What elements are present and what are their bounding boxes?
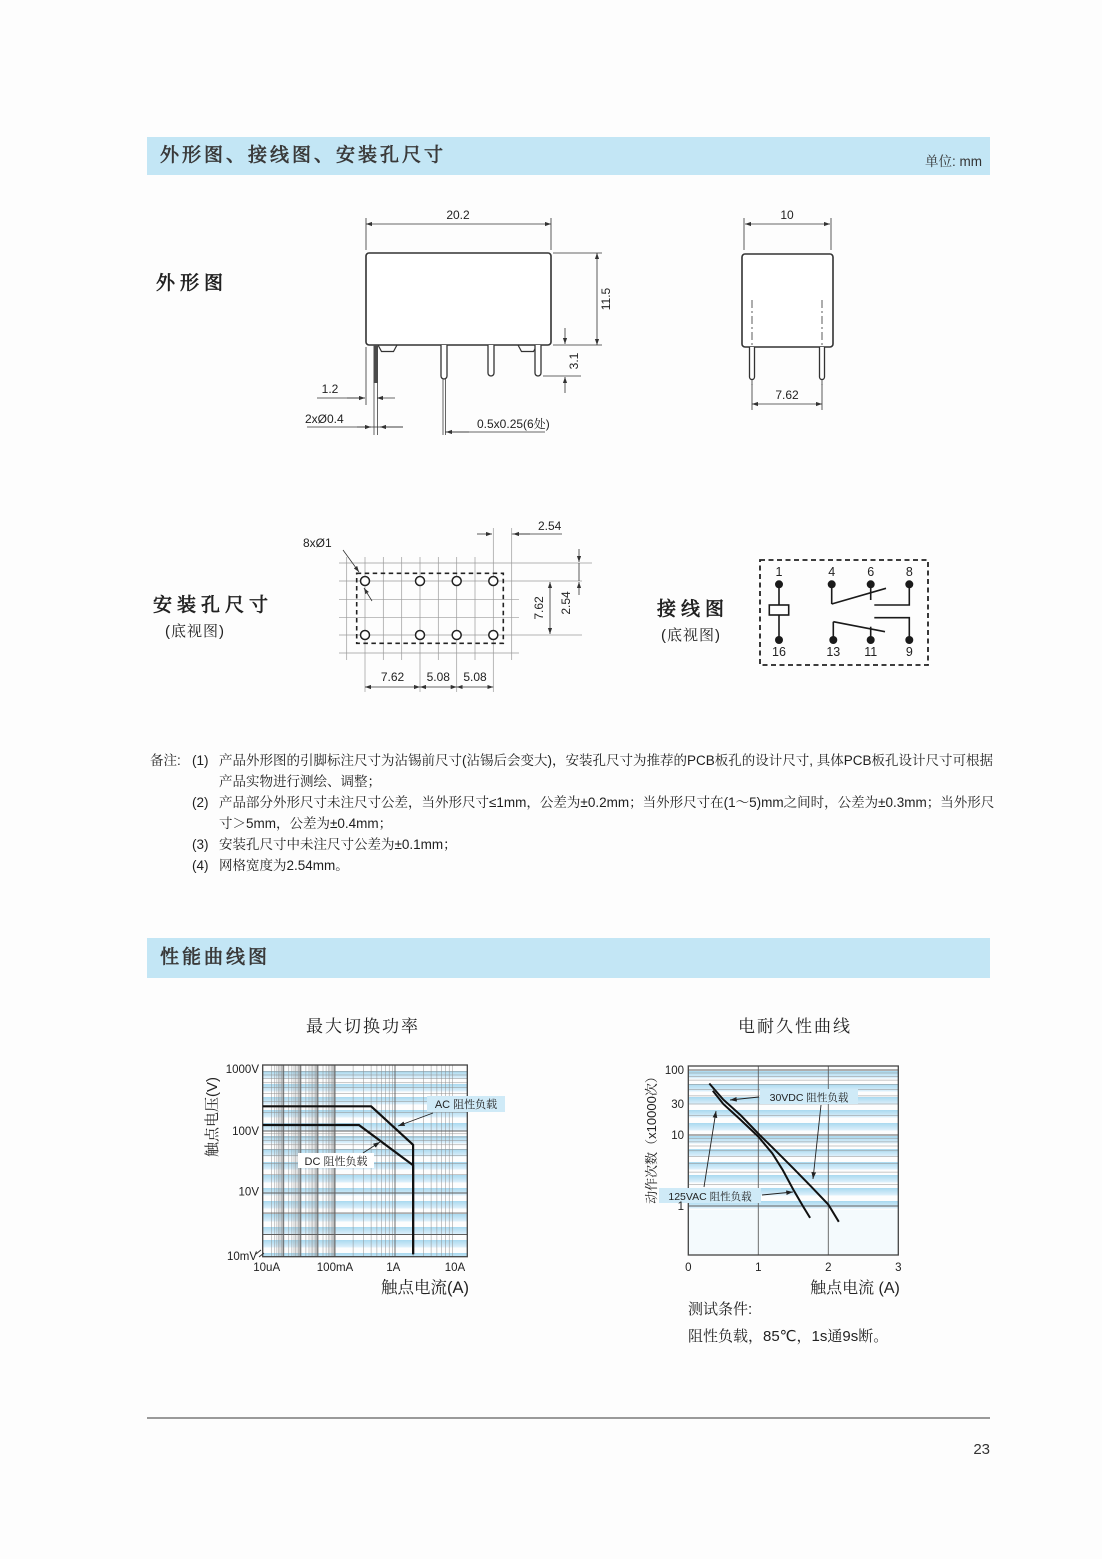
svg-text:2: 2 <box>825 1262 832 1274</box>
svg-text:0: 0 <box>685 1262 692 1274</box>
mounting-and-wiring-drawing <box>147 500 990 730</box>
svg-text:10mV: 10mV <box>226 1251 257 1263</box>
dim-flat-pin: 0.5x0.25(6处) <box>477 417 550 431</box>
y-axis-label: 触点电压(V) <box>204 1077 221 1157</box>
mounting-outline <box>357 573 504 643</box>
outline-drawing <box>147 200 990 450</box>
svg-text:1: 1 <box>755 1262 762 1274</box>
test-conditions <box>688 1296 888 1350</box>
electrical-endurance-chart <box>640 1045 940 1300</box>
mounting-holes <box>361 577 498 640</box>
dim-row-pitch: 7.62 <box>532 596 546 620</box>
ac125v-label: 125VAC 阻性负载 <box>668 1191 752 1203</box>
svg-text:1A: 1A <box>386 1262 401 1274</box>
svg-text:16: 16 <box>772 645 786 659</box>
wiring-view-label: (底视图) <box>661 627 721 644</box>
svg-text:6: 6 <box>867 565 875 579</box>
svg-text:10uA: 10uA <box>253 1262 281 1274</box>
dc30v-label: 30VDC 阻性负载 <box>769 1092 849 1104</box>
section2-title: 性能曲线图 <box>160 947 271 968</box>
dim-col2: 5.08 <box>426 670 450 684</box>
notes-label: 备注: <box>150 753 181 768</box>
svg-text:100V: 100V <box>232 1126 259 1138</box>
section1-title: 外形图、接线图、安装孔尺寸 <box>160 145 447 166</box>
page-number: 23 <box>973 1441 990 1458</box>
dim-round-pin: 2xØ0.4 <box>305 412 344 426</box>
outline-drawing-label: 外形图 <box>156 273 229 294</box>
section-header-curves <box>147 938 990 978</box>
y-tick-labels <box>226 1064 260 1263</box>
test-conditions-title: 测试条件: <box>688 1301 753 1318</box>
x-axis-label: 触点电流 (A) <box>810 1280 900 1297</box>
svg-text:30: 30 <box>671 1099 684 1111</box>
svg-text:1: 1 <box>775 565 783 579</box>
footer-divider <box>147 1417 990 1419</box>
chart-background-lower <box>688 1210 898 1255</box>
notes-block <box>150 750 998 876</box>
unit-label: 单位: mm <box>925 154 982 169</box>
note-item: (3) 安装孔尺寸中未注尺寸公差为±0.1mm； <box>192 837 457 852</box>
test-conditions-detail: 阻性负载，85℃，1s通9s断。 <box>688 1328 889 1345</box>
note-item: (1) 产品外形图的引脚标注尺寸为沾锡前尺寸(沾锡后会变大)，安装孔尺寸为推荐的PCB板孔的设计尺寸, 具体PCB板孔设计尺寸可根据产品实物进行测绘、调整； <box>192 753 994 789</box>
svg-text:10: 10 <box>671 1130 684 1142</box>
svg-text:3: 3 <box>895 1262 902 1274</box>
svg-text:8: 8 <box>905 565 913 579</box>
svg-text:10A: 10A <box>444 1262 466 1274</box>
wiring-pins <box>775 580 913 644</box>
dc-label: DC 阻性负载 <box>304 1156 368 1168</box>
dim-front-height: 11.5 <box>599 287 613 311</box>
right-chart-title: 电耐久性曲线 <box>738 1017 852 1036</box>
wiring-label: 接线图 <box>657 599 730 620</box>
front-view-body <box>366 253 551 435</box>
svg-text:1: 1 <box>677 1201 684 1213</box>
pcb-grid <box>339 528 592 692</box>
mounting-view-label: (底视图) <box>165 623 225 640</box>
dim-cell-w: 2.54 <box>538 519 562 533</box>
x-axis-label: 触点电流(A) <box>381 1279 469 1297</box>
x-tick-labels <box>685 1262 901 1274</box>
side-view-body <box>742 254 833 385</box>
wiring-pin-numbers <box>772 565 913 659</box>
y-axis-label: 动作次数（x10000次） <box>644 1070 659 1204</box>
dim-col1: 7.62 <box>380 670 405 684</box>
svg-text:9: 9 <box>905 645 913 659</box>
left-chart-title: 最大切换功率 <box>306 1017 420 1036</box>
dim-holes: 8xØ1 <box>303 536 332 550</box>
svg-text:100mA: 100mA <box>316 1262 354 1274</box>
dim-pin-length: 3.1 <box>567 352 581 370</box>
svg-text:1000V: 1000V <box>225 1064 259 1076</box>
dim-pin-offset: 1.2 <box>321 382 339 396</box>
wiring-circuit <box>769 584 909 640</box>
dim-col3: 5.08 <box>463 670 487 684</box>
x-tick-labels <box>253 1262 465 1274</box>
svg-text:13: 13 <box>826 645 841 659</box>
svg-text:4: 4 <box>828 565 836 579</box>
dim-side-width: 10 <box>780 208 794 222</box>
note-item: (2) 产品部分外形尺寸未注尺寸公差，当外形尺寸≤1mm，公差为±0.2mm；当外形尺寸在(1～5)mm之间时，公差为±0.3mm；当外形尺寸＞5mm，公差为±0.4mm； <box>192 795 995 831</box>
dim-cell-h: 2.54 <box>559 591 573 615</box>
section-header-dimensions <box>147 137 990 175</box>
wiring-diagram <box>760 560 928 665</box>
mounting-label: 安装孔尺寸 <box>153 595 274 616</box>
max-switching-power-chart <box>195 1045 515 1300</box>
svg-text:100: 100 <box>664 1065 684 1077</box>
dim-front-width: 20.2 <box>446 208 470 222</box>
round-pin <box>374 345 379 383</box>
svg-text:10V: 10V <box>238 1186 259 1199</box>
dim-side-pitch: 7.62 <box>775 388 799 402</box>
note-item: (4) 网格宽度为2.54mm。 <box>192 858 349 873</box>
ac-label: AC 阻性负载 <box>434 1099 498 1111</box>
svg-text:11: 11 <box>864 645 878 659</box>
